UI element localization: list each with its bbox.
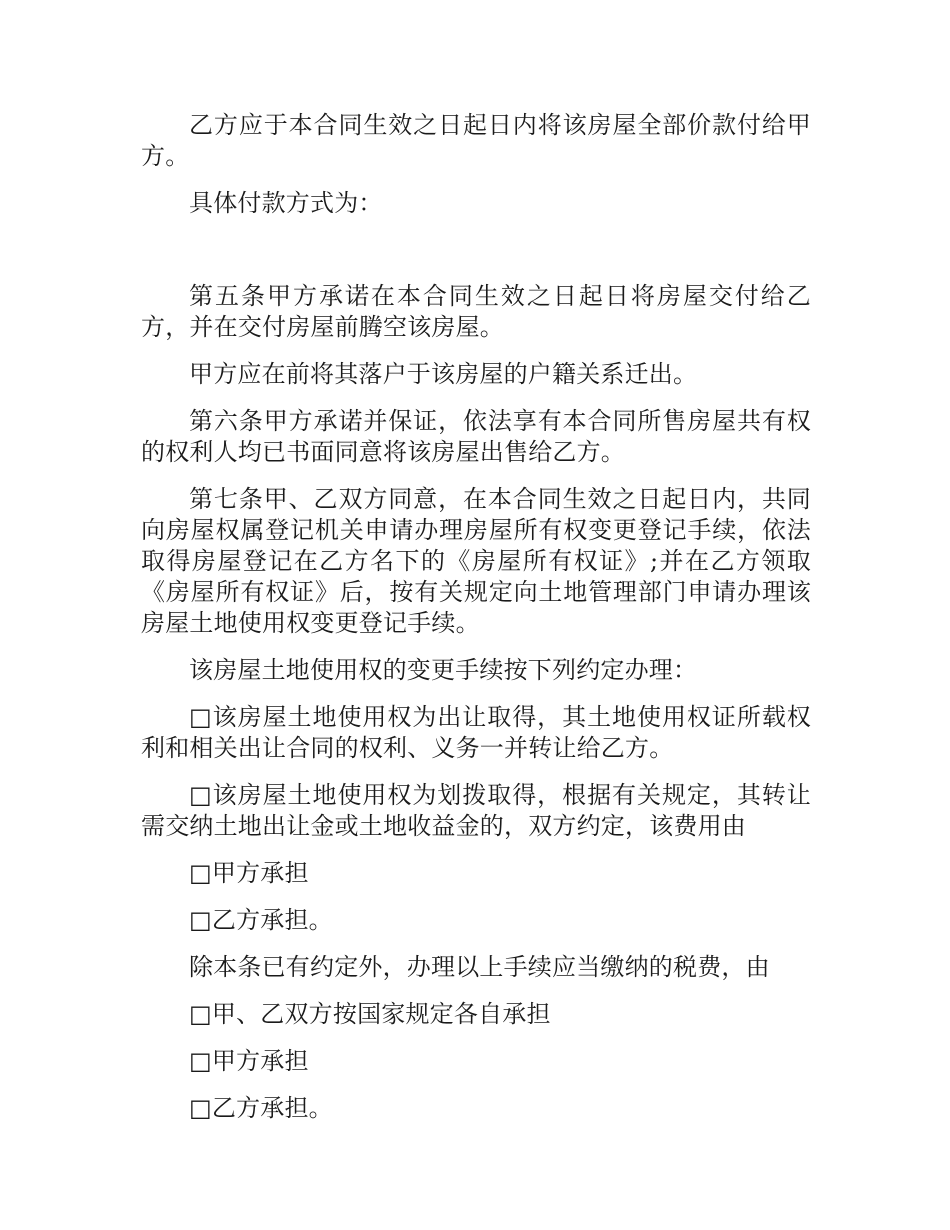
paragraph-article-7: 第七条甲、乙双方同意，在本合同生效之日起日内，共同向房屋权属登记机关申请办理房屋所有权变更登记手续，依法取得房屋登记在乙方名下的《房屋所有权证》;并在乙方领取《房屋所有权证》后，按有关规定向土地管理部门申请办理该房屋土地使用权变更登记手续。 [141,485,811,637]
option-tax-party-a: □甲方承担 [189,1047,309,1075]
paragraph-payment-deadline: 乙方应于本合同生效之日起日内将该房屋全部价款付给甲方。 [141,111,811,170]
option-fee-party-a: □甲方承担 [189,859,309,887]
option-fee-party-b: □乙方承担。 [189,906,333,934]
paragraph-taxes: 除本条已有约定外，办理以上手续应当缴纳的税费，由 [189,953,770,981]
document-body [141,110,811,1140]
paragraph-household-registration: 甲方应在前将其落户于该房屋的户籍关系迁出。 [189,360,698,388]
paragraph-article-6: 第六条甲方承诺并保证，依法享有本合同所售房屋共有权的权利人均已书面同意将该房屋出售给乙方。 [141,407,811,466]
paragraph-article-5: 第五条甲方承诺在本合同生效之日起日将房屋交付给乙方，并在交付房屋前腾空该房屋。 [141,282,811,341]
paragraph-payment-method: 具体付款方式为： [189,189,383,217]
paragraph-land-use-procedure: 该房屋土地使用权的变更手续按下列约定办理： [189,656,698,684]
option-tax-both-parties: □甲、乙双方按国家规定各自承担 [189,1000,551,1028]
option-land-transfer-granted: □该房屋土地使用权为出让取得，其土地使用权证所载权利和相关出让合同的权利、义务一并转让给乙方。 [141,703,811,762]
option-tax-party-b: □乙方承担。 [189,1094,333,1122]
option-land-allocated: □该房屋土地使用权为划拨取得，根据有关规定，其转让需交纳土地出让金或土地收益金的，双方约定，该费用由 [141,781,811,840]
